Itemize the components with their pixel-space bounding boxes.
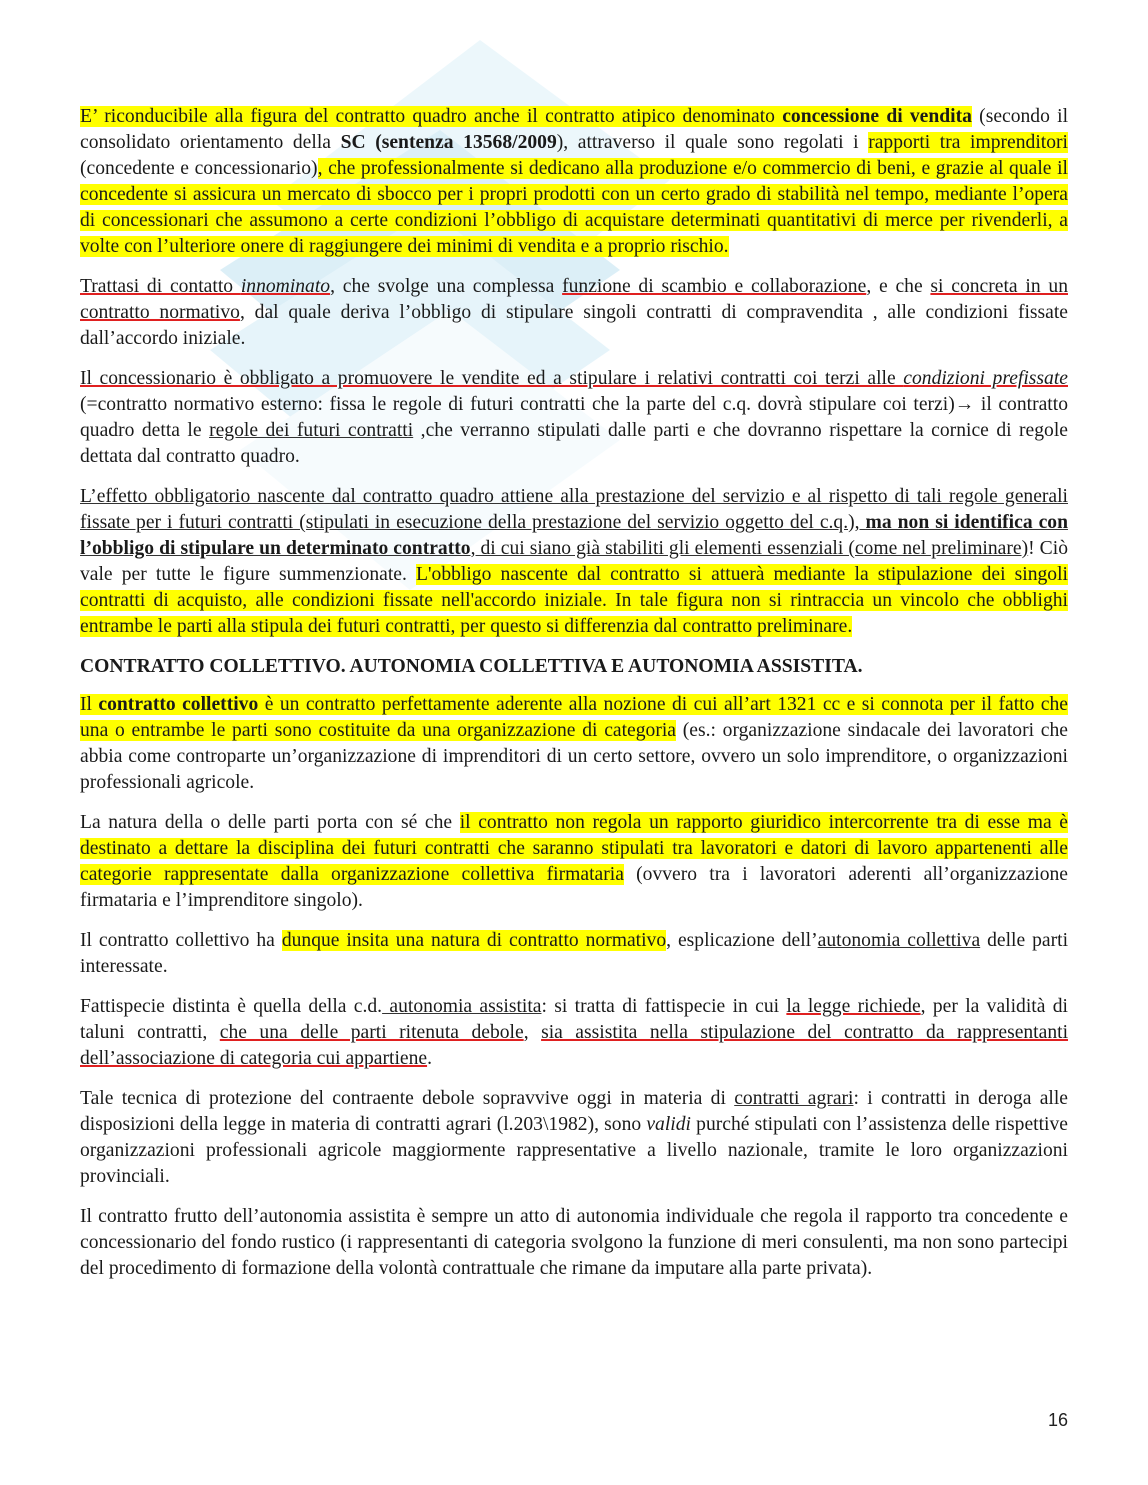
text-span: funzione di scambio e collaborazione (562, 276, 867, 297)
paragraph-autonomia-assistita (80, 994, 1068, 1072)
text-span: Tale tecnica di protezione del contraente debole sopravvive oggi in materia di (80, 1088, 735, 1109)
text-span: innominato (240, 276, 331, 297)
text-span: sia assistita nella stipulazione del contratto da rappresentanti dell’associazione di categoria cui appartiene (80, 1022, 1069, 1069)
text-span: la legge richiede (786, 996, 921, 1017)
text-span: autonomia collettiva (817, 930, 981, 951)
text-span: La natura della o delle parti porta con sé che (80, 812, 460, 833)
text-span: ma non si identifica con l’obbligo di stipulare un determinato contratto (80, 512, 1068, 559)
text-span: , che svolge una complessa (330, 276, 563, 297)
text-span: regole dei futuri contratti (209, 420, 414, 441)
text-span: Il contratto collettivo ha (80, 930, 282, 951)
text-span: SC (sentenza 13568/2009 (340, 132, 557, 153)
text-span: Fattispecie distinta è quella della c.d. (80, 996, 383, 1017)
text-span: concessione di vendita (782, 106, 972, 127)
text-span: ), attraverso il quale sono regolati i (556, 132, 869, 153)
text-span: è un contratto perfettamente aderente alla nozione di cui all’art 1321 cc e si connota per il fatto che una o entrambe le parti sono costituite da una organizzazione di categoria (80, 694, 1068, 741)
text-span: : i contratti in deroga alle disposizioni della legge in materia di contratti agrari (l.203\1982), sono (80, 1088, 1069, 1135)
text-span: , e che (866, 276, 931, 297)
paragraph-natura-parti (80, 810, 1068, 914)
text-span: , (523, 1022, 542, 1043)
text-span: Trattasi di contatto (80, 276, 241, 297)
text-span: . (427, 1048, 432, 1069)
text-span: che una delle parti ritenuta debole (219, 1022, 524, 1043)
text-span: delle parti interessate. (80, 930, 1069, 977)
text-span: , dal quale deriva l’obbligo di stipulare singoli contratti di compravendita , alle condizioni fissate dall’accordo iniziale. (80, 302, 1069, 349)
text-span: si concreta in un contratto normativo (80, 276, 1068, 323)
section-heading: CONTRATTO COLLETTIVO. AUTONOMIA COLLETTIVA E AUTONOMIA ASSISTITA. (80, 656, 863, 677)
text-span: ! Ciò vale per tutte le figure summenzionate. (80, 538, 1068, 585)
document-page (80, 104, 1068, 1296)
text-span: , di cui siano già stabiliti gli elementi essenziali (come nel preliminare) (470, 538, 1029, 559)
text-span: Il contratto frutto dell’autonomia assistita è sempre un atto di autonomia individuale che regola il rapporto tra concedente e concessionario del fondo rustico (i rappresentanti di categoria svolgono la funzione di meri consulenti, ma non sono partecipi del procedimento di formazione della volontà contrattuale che rimane da imputare alla parte privata). (80, 1206, 1068, 1279)
text-span: L’effetto obbligatorio nascente dal contratto quadro attiene alla prestazione del servizio e al rispetto di tali regole generali fissate per i futuri contratti (stipulati in esecuzione della prestazione del servizio oggetto del c.q.), (80, 486, 1068, 533)
paragraph-effetto-obbligatorio (80, 484, 1068, 640)
text-span: E’ riconducibile alla figura del contratto quadro anche il contratto atipico denominato (80, 106, 783, 127)
text-span: : si tratta di fattispecie in cui (541, 996, 787, 1017)
text-span: ,che verranno stipulati dalle parti e che dovranno rispettare la cornice di regole dettata dal contratto quadro. (80, 420, 1068, 467)
text-span: purché stipulati con l’assistenza delle rispettive organizzazioni professionali agricole maggiormente rappresentative a livello nazionale, tramite le loro organizzazioni provinciali. (80, 1114, 1068, 1187)
text-span: Il (80, 694, 99, 715)
text-span: (ovvero tra i lavoratori aderenti all’organizzazione firmataria e l’imprenditore singolo). (80, 864, 1068, 911)
text-span: (concedente e concessionario) (80, 158, 318, 179)
paragraph-contratti-agrari (80, 1086, 1068, 1190)
text-span: L'obbligo nascente dal contratto si attuerà mediante la stipulazione dei singoli contratti di acquisto, alle condizioni fissate nell'accordo iniziale. In tale figura non si rintraccia un vincolo che obblighi entrambe le parti alla stipula dei futuri contratti, per questo si differenzia dal contratto preliminare. (80, 564, 1068, 637)
text-span: , per la validità di taluni contratti, (80, 996, 1068, 1043)
paragraph-concessione (80, 104, 1068, 260)
text-span: (es.: organizzazione sindacale dei lavoratori che abbia come controparte un’organizzazione di imprenditori di un certo settore, ovvero un solo imprenditore, o organizzazioni professionali agricole. (80, 720, 1069, 793)
paragraph-concessionario (80, 366, 1068, 470)
text-span: (secondo il consolidato orientamento della (80, 106, 1069, 153)
text-span: , esplicazione dell’ (666, 930, 818, 951)
page-number: 16 (1047, 1410, 1068, 1430)
text-span: , che professionalmente si dedicano alla produzione e/o commercio di beni, e grazie al quale il concedente si assicura un mercato di sbocco per i propri prodotti con un certo grado di stabilità nel tempo, mediante l’opera di concessionari che assumono a certe condizioni l’obbligo di acquistare determinati quantitativi di merce per rivenderli, a volte con l’ulteriore onere di raggiungere dei minimi di vendita e a proprio rischio. (80, 158, 1068, 257)
text-span: validi (646, 1114, 691, 1135)
text-span: Il concessionario è obbligato a promuovere le vendite ed a stipulare i relativi contratti coi terzi alle (80, 368, 904, 389)
text-span: (=contratto normativo esterno: fissa le regole di futuri contratti che la parte del c.q. dovrà stipulare coi terzi)→ il contratto quadro detta le (80, 394, 1068, 441)
text-span: contratti agrari (734, 1088, 854, 1109)
paragraph-contratto-collettivo (80, 692, 1068, 796)
text-span: autonomia assistita (382, 996, 542, 1017)
text-span: condizioni prefissate (903, 368, 1068, 389)
text-span: il contratto non regola un rapporto giuridico intercorrente tra di esse ma è destinato a dettare la disciplina dei futuri contratti che saranno stipulati tra lavoratori e datori di lavoro appartenenti alle categorie rappresentate dalla organizzazione collettiva firmataria (80, 812, 1069, 885)
text-span: contratto collettivo (98, 694, 259, 715)
paragraph-autonomia-individuale (80, 1204, 1068, 1282)
paragraph-natura-normativa (80, 928, 1068, 980)
text-span: rapporti tra imprenditori (868, 132, 1069, 153)
text-span: dunque insita una natura di contratto normativo (281, 930, 667, 951)
paragraph-innominato (80, 274, 1068, 352)
